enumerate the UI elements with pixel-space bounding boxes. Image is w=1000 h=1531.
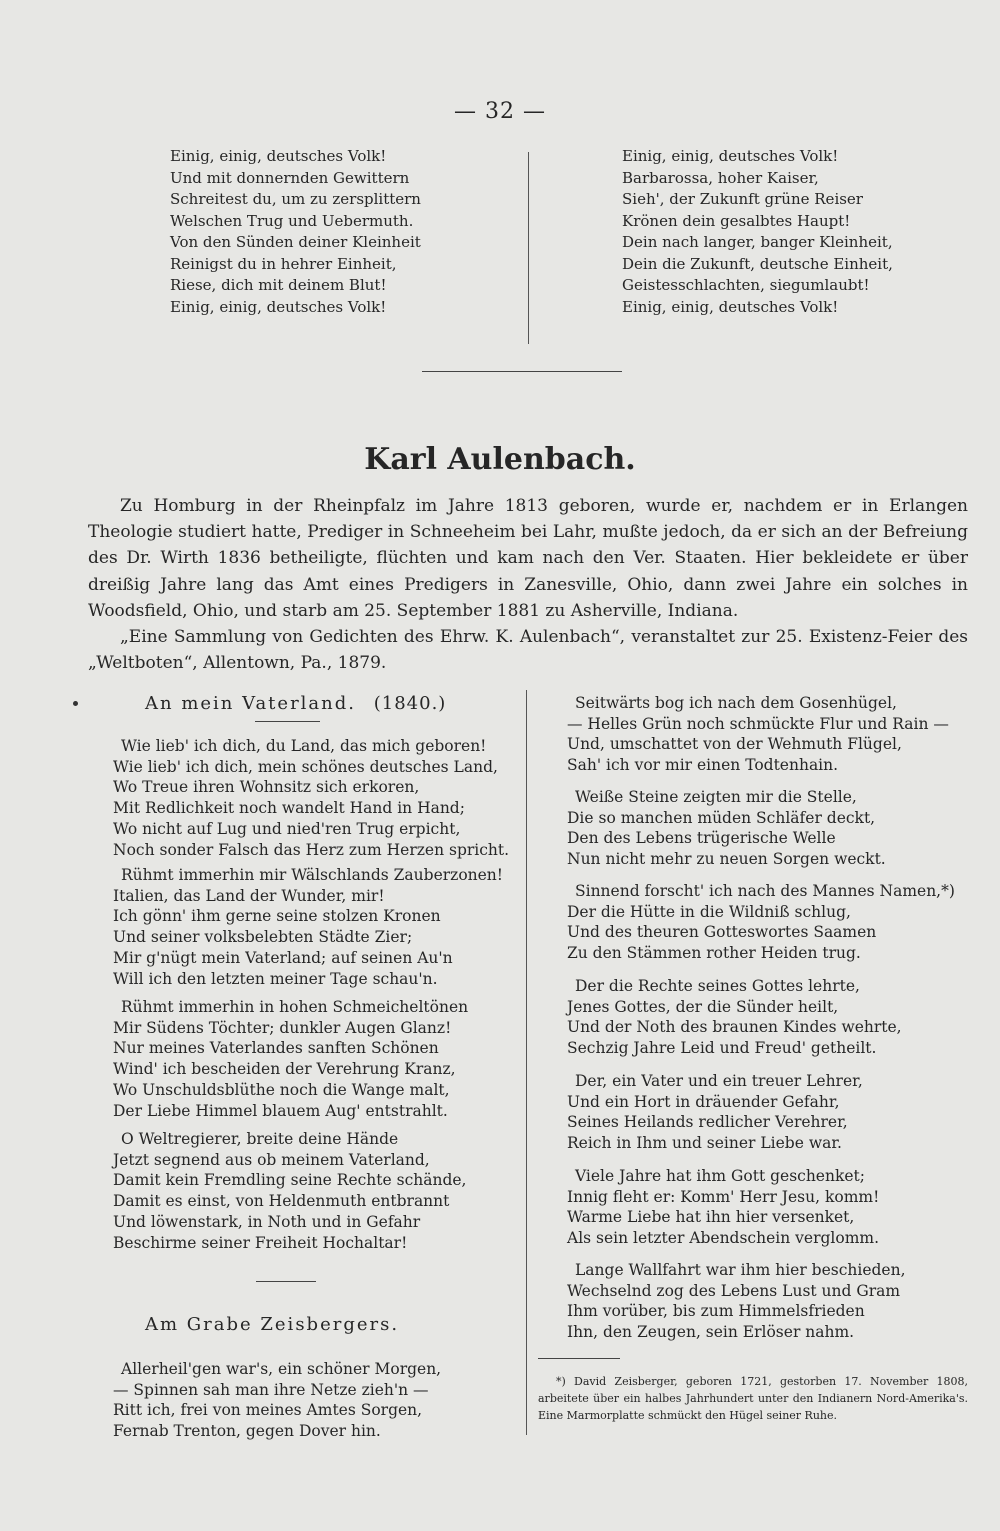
verse-line: Wie lieb' ich dich, du Land, das mich geboren!: [121, 737, 487, 755]
poem-stanza: [113, 736, 509, 860]
poem-stanza: [567, 881, 955, 964]
margin-dot: [73, 701, 78, 706]
verse-line: Und, umschattet von der Wehmuth Flügel,: [567, 735, 902, 754]
verse-line: Reinigst du in hehrer Einheit,: [170, 254, 397, 273]
verse-line: Und löwenstark, in Noth und in Gefahr: [113, 1212, 421, 1231]
verse-line: Der die Rechte seines Gottes lehrte,: [575, 977, 860, 995]
poem-divider: [256, 1281, 316, 1282]
verse-line: Schreitest du, um zu zersplittern: [170, 190, 421, 208]
verse-line: Weiße Steine zeigten mir die Stelle,: [575, 788, 857, 806]
verse-line: Die so manchen müden Schläfer deckt,: [567, 808, 876, 827]
poem-stanza: [567, 1071, 863, 1154]
poem-year: (1840.): [373, 693, 447, 714]
verse-line: Rühmt immerhin in hohen Schmeicheltönen: [121, 998, 469, 1016]
verse-line: Der Liebe Himmel blauem Aug' entstrahlt.: [113, 1101, 448, 1120]
verse-line: Barbarossa, hoher Kaiser,: [622, 168, 819, 187]
poem-title: [145, 693, 446, 714]
verse-line: Nur meines Vaterlandes sanften Schönen: [113, 1039, 439, 1058]
verse-line: Seitwärts bog ich nach dem Gosenhügel,: [575, 694, 897, 712]
verse-line: Warme Liebe hat ihn hier versenket,: [567, 1208, 855, 1227]
verse-line: Welschen Trug und Uebermuth.: [170, 211, 414, 230]
verse-line: Krönen dein gesalbtes Haupt!: [622, 211, 851, 230]
verse-line: Ritt ich, frei von meines Amtes Sorgen,: [113, 1401, 423, 1420]
poem-stanza: [567, 787, 886, 870]
footnote: *) David Zeisberger, geboren 1721, gestorben 17. November 1808, arbeitete über ein halbes Jahrhundert unter den Indianern Nord-Amerika's. Eine Marmorplatte schmückt den Hügel seiner Ruhe.: [538, 1375, 968, 1422]
verse-line: Und ein Hort in dräuender Gefahr,: [567, 1092, 840, 1111]
verse-line: — Spinnen sah man ihre Netze zieh'n —: [113, 1380, 429, 1399]
verse-line: Und des theuren Gotteswortes Saamen: [567, 923, 877, 942]
poem-stanza: [113, 997, 468, 1121]
verse-line: Italien, das Land der Wunder, mir!: [113, 886, 385, 905]
verse-line: Den des Lebens trügerische Welle: [567, 829, 836, 848]
poem-stanza: [113, 865, 503, 989]
verse-line: Ihn, den Zeugen, sein Erlöser nahm.: [567, 1323, 855, 1342]
verse-line: Als sein letzter Abendschein verglomm.: [567, 1229, 880, 1248]
verse-line: Sah' ich vor mir einen Todtenhain.: [567, 756, 839, 775]
verse-line: Ihm vorüber, bis zum Himmelsfrieden: [567, 1302, 865, 1321]
verse-line: Nun nicht mehr zu neuen Sorgen weckt.: [567, 850, 886, 869]
author-heading: Karl Aulenbach.: [364, 442, 636, 477]
verse-line: Einig, einig, deutsches Volk!: [622, 297, 839, 316]
verse-line: Rühmt immerhin mir Wälschlands Zauberzonen!: [121, 866, 504, 884]
verse-line: Wo Unschuldsblüthe noch die Wange malt,: [113, 1080, 450, 1099]
verse-line: Ich gönn' ihm gerne seine stolzen Kronen: [113, 907, 441, 926]
collection-note: „Eine Sammlung von Gedichten des Ehrw. K. Aulenbach“, veranstaltet zur 25. Existenz-Feier des „Weltboten“, Allentown, Pa., 1879.: [88, 627, 968, 674]
author-biography: [88, 493, 968, 676]
verse-line: Damit kein Fremdling seine Rechte schände,: [113, 1171, 467, 1190]
verse-line: Sechzig Jahre Leid und Freud' getheilt.: [567, 1039, 877, 1058]
verse-line: Allerheil'gen war's, ein schöner Morgen,: [121, 1360, 442, 1378]
verse-line: Und seiner volksbelebten Städte Zier;: [113, 928, 413, 947]
top-column-divider: [528, 152, 529, 344]
poem-stanza: [567, 693, 949, 776]
poem-stanza: [567, 976, 902, 1059]
verse-line: Sinnend forscht' ich nach des Mannes Namen,*): [575, 882, 955, 900]
verse-line: Einig, einig, deutsches Volk!: [622, 147, 839, 165]
verse-line: Mir g'nügt mein Vaterland; auf seinen Au'n: [113, 948, 453, 967]
top-poem-right-stanza: [622, 146, 893, 318]
verse-line: Beschirme seiner Freiheit Hochaltar!: [113, 1233, 408, 1252]
section-divider: [422, 371, 622, 372]
biography-paragraph: Zu Homburg in der Rheinpfalz im Jahre 1813 geboren, wurde er, nachdem er in Erlangen Theologie studiert hatte, Prediger in Schneeheim bei Lahr, mußte jedoch, da er sich an der Befreiung des Dr. Wirth 1836 betheiligte, flüchten und kam nach den Ver. Staaten. Hier bekleidete er über dreißig Jahre lang das Amt eines Predigers in Zanesville, Ohio, dann zwei Jahre ein solches in Woodsfield, Ohio, und starb am 25. September 1881 zu Asherville, Indiana.: [88, 496, 968, 621]
verse-line: Mit Redlichkeit noch wandelt Hand in Hand;: [113, 799, 465, 818]
verse-line: Wechselnd zog des Lebens Lust und Gram: [567, 1281, 901, 1300]
verse-line: Und mit donnernden Gewittern: [170, 168, 410, 187]
verse-line: Der die Hütte in die Wildniß schlug,: [567, 902, 851, 921]
verse-line: Jenes Gottes, der die Sünder heilt,: [567, 997, 839, 1016]
verse-line: Wind' ich bescheiden der Verehrung Kranz,: [113, 1060, 456, 1079]
verse-line: Der, ein Vater und ein treuer Lehrer,: [575, 1072, 863, 1090]
verse-line: Seines Heilands redlicher Verehrer,: [567, 1113, 848, 1132]
title-rule: [255, 721, 320, 722]
verse-line: Damit es einst, von Heldenmuth entbrannt: [113, 1192, 450, 1211]
poem-title: Am Grabe Zeisbergers.: [145, 1314, 400, 1335]
verse-line: Mir Südens Töchter; dunkler Augen Glanz!: [113, 1018, 452, 1037]
verse-line: Will ich den letzten meiner Tage schau'n.: [113, 969, 438, 988]
verse-line: Wo Treue ihren Wohnsitz sich erkoren,: [113, 778, 420, 797]
verse-line: Sieh', der Zukunft grüne Reiser: [622, 190, 863, 208]
verse-line: Innig fleht er: Komm' Herr Jesu, komm!: [567, 1187, 880, 1206]
verse-line: — Helles Grün noch schmückte Flur und Rain —: [567, 714, 949, 733]
poem-stanza: [567, 1260, 906, 1343]
top-poem-left-stanza: [170, 146, 421, 318]
poem-stanza: [113, 1359, 441, 1442]
verse-line: Noch sonder Falsch das Herz zum Herzen spricht.: [113, 840, 510, 859]
verse-line: O Weltregierer, breite deine Hände: [121, 1130, 399, 1148]
page-number: — 32 —: [454, 99, 546, 124]
verse-line: Einig, einig, deutsches Volk!: [170, 147, 387, 165]
verse-line: Riese, dich mit deinem Blut!: [170, 276, 387, 294]
verse-line: Und der Noth des braunen Kindes wehrte,: [567, 1018, 902, 1037]
verse-line: Lange Wallfahrt war ihm hier beschieden,: [575, 1261, 906, 1279]
verse-line: Jetzt segnend aus ob meinem Vaterland,: [113, 1150, 430, 1169]
verse-line: Viele Jahre hat ihm Gott geschenket;: [575, 1167, 865, 1185]
verse-line: Von den Sünden deiner Kleinheit: [170, 233, 421, 251]
verse-line: Dein die Zukunft, deutsche Einheit,: [622, 254, 893, 273]
verse-line: Einig, einig, deutsches Volk!: [170, 297, 387, 316]
verse-line: Wie lieb' ich dich, mein schönes deutsches Land,: [113, 757, 498, 776]
verse-line: Geistesschlachten, siegumlaubt!: [622, 276, 870, 294]
poem-title-text: An mein Vaterland.: [145, 693, 356, 714]
column-divider: [526, 690, 527, 1435]
footnote-rule: [538, 1358, 620, 1359]
verse-line: Wo nicht auf Lug und nied'ren Trug erpicht,: [113, 819, 461, 838]
verse-line: Reich in Ihm und seiner Liebe war.: [567, 1134, 842, 1153]
poem-stanza: [567, 1166, 879, 1249]
verse-line: Dein nach langer, banger Kleinheit,: [622, 233, 893, 251]
verse-line: Fernab Trenton, gegen Dover hin.: [113, 1422, 381, 1441]
verse-line: Zu den Stämmen rother Heiden trug.: [567, 944, 861, 963]
poem-stanza: [113, 1129, 466, 1253]
